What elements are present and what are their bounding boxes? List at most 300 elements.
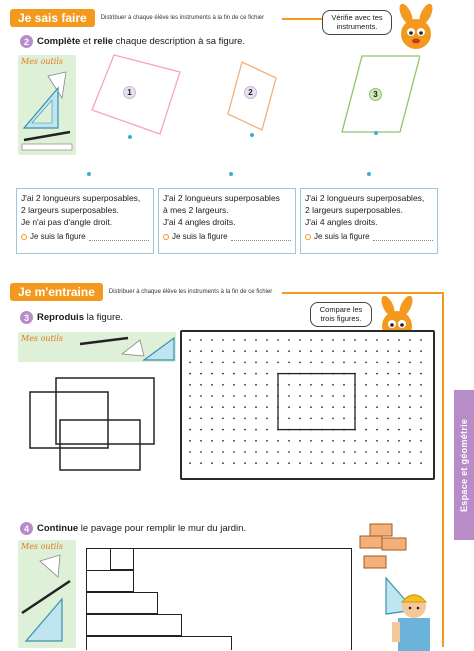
answer-prompt: Je suis la figure bbox=[30, 232, 86, 241]
grid-dot bbox=[299, 406, 301, 408]
title-rest: la figure. bbox=[83, 312, 124, 324]
description-line: J'ai 4 angles droits. bbox=[163, 217, 236, 227]
grid-dot bbox=[244, 462, 246, 464]
grid-dot bbox=[332, 395, 334, 397]
grid-dot bbox=[321, 440, 323, 442]
tools-label: Mes outils bbox=[21, 57, 63, 66]
instruments-icon bbox=[78, 334, 176, 364]
grid-dot bbox=[189, 429, 191, 431]
grid-dot bbox=[365, 440, 367, 442]
dot-grid bbox=[182, 332, 433, 478]
grid-dot bbox=[332, 384, 334, 386]
grid-dot bbox=[222, 395, 224, 397]
description-line: J'ai 2 longueurs superposables bbox=[163, 193, 280, 203]
grid-dot bbox=[398, 395, 400, 397]
grid-dot bbox=[398, 384, 400, 386]
grid-dot bbox=[222, 384, 224, 386]
grid-dot bbox=[354, 462, 356, 464]
grid-dot bbox=[277, 451, 279, 453]
grid-dot bbox=[321, 339, 323, 341]
grid-dot bbox=[343, 395, 345, 397]
grid-dot bbox=[222, 362, 224, 364]
grid-dot bbox=[387, 362, 389, 364]
grid-dot bbox=[332, 440, 334, 442]
instruments-icon bbox=[18, 553, 76, 645]
grid-dot bbox=[365, 418, 367, 420]
grid-dot bbox=[189, 350, 191, 352]
started-rectangle bbox=[278, 374, 355, 430]
model-figure-area bbox=[18, 362, 176, 480]
grid-dot bbox=[376, 429, 378, 431]
figure-3-label: 3 bbox=[369, 88, 382, 101]
grid-dot bbox=[376, 395, 378, 397]
grid-dot bbox=[365, 339, 367, 341]
answer-blank[interactable] bbox=[373, 233, 433, 241]
grid-dot bbox=[365, 362, 367, 364]
exercise-number: 3 bbox=[20, 311, 33, 324]
grid-dot bbox=[244, 406, 246, 408]
grid-dot bbox=[420, 395, 422, 397]
speech-bubble: Compare les trois figures. bbox=[310, 302, 372, 327]
grid-dot bbox=[354, 451, 356, 453]
section-divider bbox=[282, 292, 442, 294]
grid-dot bbox=[255, 350, 257, 352]
tools-label: Mes outils bbox=[21, 334, 63, 343]
section-instruction: Distribuer à chaque élève les instruments à la fin de ce fichier bbox=[108, 289, 273, 295]
description-box-3 bbox=[300, 188, 438, 254]
grid-dot bbox=[222, 462, 224, 464]
grid-dot bbox=[409, 462, 411, 464]
tools-panel bbox=[18, 540, 76, 648]
answer-line bbox=[305, 231, 433, 243]
grid-dot bbox=[189, 440, 191, 442]
grid-dot bbox=[200, 395, 202, 397]
figure-3-dot[interactable] bbox=[374, 131, 378, 135]
grid-dot bbox=[332, 406, 334, 408]
grid-dot bbox=[398, 440, 400, 442]
grid-dot bbox=[398, 350, 400, 352]
grid-dot bbox=[255, 395, 257, 397]
circle-bullet-icon bbox=[305, 234, 311, 240]
grid-dot bbox=[398, 406, 400, 408]
grid-dot bbox=[310, 451, 312, 453]
section-header-je-mentraine bbox=[10, 282, 272, 302]
grid-dot bbox=[233, 440, 235, 442]
rabbit-mascot-icon bbox=[392, 4, 440, 54]
grid-dot bbox=[409, 384, 411, 386]
grid-dot bbox=[365, 373, 367, 375]
grid-dot bbox=[255, 406, 257, 408]
figure-1-dot[interactable] bbox=[128, 135, 132, 139]
grid-dot bbox=[244, 384, 246, 386]
figure-1-label: 1 bbox=[123, 86, 136, 99]
grid-dot bbox=[310, 440, 312, 442]
description-line: J'ai 2 longueurs superposables, bbox=[21, 193, 141, 203]
grid-dot bbox=[332, 339, 334, 341]
grid-dot bbox=[266, 462, 268, 464]
grid-dot bbox=[409, 339, 411, 341]
grid-dot bbox=[299, 339, 301, 341]
grid-dot bbox=[310, 362, 312, 364]
grid-dot bbox=[409, 429, 411, 431]
grid-dot bbox=[233, 339, 235, 341]
grid-dot bbox=[189, 451, 191, 453]
grid-dot bbox=[387, 418, 389, 420]
grid-dot bbox=[211, 350, 213, 352]
exercise-number: 4 bbox=[20, 522, 33, 535]
title-rest: chaque description à sa figure. bbox=[113, 36, 246, 48]
grid-dot bbox=[277, 350, 279, 352]
grid-dot bbox=[233, 451, 235, 453]
grid-dot bbox=[409, 395, 411, 397]
section-header-je-sais-faire bbox=[10, 8, 264, 28]
circle-bullet-icon bbox=[21, 234, 27, 240]
grid-dot bbox=[332, 418, 334, 420]
grid-dot bbox=[288, 440, 290, 442]
grid-dot bbox=[332, 451, 334, 453]
grid-dot bbox=[211, 462, 213, 464]
grid-dot bbox=[266, 373, 268, 375]
grid-dot bbox=[387, 339, 389, 341]
grid-dot bbox=[387, 440, 389, 442]
grid-dot bbox=[233, 350, 235, 352]
grid-dot bbox=[288, 362, 290, 364]
grid-dot bbox=[255, 440, 257, 442]
grid-dot bbox=[409, 362, 411, 364]
grid-dot bbox=[310, 406, 312, 408]
description-1-dot[interactable] bbox=[87, 172, 91, 176]
grid-dot bbox=[266, 362, 268, 364]
grid-dot bbox=[420, 373, 422, 375]
description-box-1 bbox=[16, 188, 154, 254]
grid-dot bbox=[266, 418, 268, 420]
grid-dot bbox=[420, 339, 422, 341]
grid-dot bbox=[233, 395, 235, 397]
grid-dot bbox=[365, 406, 367, 408]
grid-dot bbox=[266, 395, 268, 397]
grid-dot bbox=[211, 418, 213, 420]
grid-dot bbox=[376, 462, 378, 464]
title-connector: et bbox=[80, 36, 94, 48]
instruments-icon bbox=[18, 68, 76, 153]
grid-dot bbox=[266, 440, 268, 442]
grid-dot bbox=[189, 462, 191, 464]
chapter-side-tab: Espace et géométrie bbox=[454, 390, 474, 540]
grid-dot bbox=[387, 429, 389, 431]
grid-dot bbox=[387, 384, 389, 386]
grid-dot bbox=[299, 384, 301, 386]
description-line: Je n'ai pas d'angle droit. bbox=[21, 217, 113, 227]
model-rectangles bbox=[18, 362, 176, 480]
grid-dot bbox=[376, 384, 378, 386]
grid-dot bbox=[343, 462, 345, 464]
grid-dot bbox=[288, 418, 290, 420]
grid-dot bbox=[376, 373, 378, 375]
grid-dot bbox=[189, 406, 191, 408]
grid-dot bbox=[420, 451, 422, 453]
grid-dot bbox=[266, 350, 268, 352]
grid-dot bbox=[255, 462, 257, 464]
grid-dot bbox=[255, 362, 257, 364]
grid-dot bbox=[310, 339, 312, 341]
title-verb: relie bbox=[93, 36, 114, 48]
title-verb: Continue bbox=[37, 523, 79, 535]
grid-dot bbox=[354, 350, 356, 352]
grid-dot bbox=[255, 429, 257, 431]
grid-dot bbox=[387, 395, 389, 397]
grid-dot bbox=[365, 384, 367, 386]
grid-dot bbox=[288, 339, 290, 341]
grid-dot bbox=[200, 384, 202, 386]
grid-dot bbox=[420, 362, 422, 364]
grid-dot bbox=[189, 418, 191, 420]
title-verb: Complète bbox=[37, 36, 81, 48]
grid-dot bbox=[310, 350, 312, 352]
grid-dot bbox=[233, 373, 235, 375]
grid-dot bbox=[321, 384, 323, 386]
grid-dot bbox=[211, 373, 213, 375]
grid-dot bbox=[321, 362, 323, 364]
grid-dot bbox=[376, 350, 378, 352]
grid-dot bbox=[244, 362, 246, 364]
title-rest: le pavage pour remplir le mur du jardin. bbox=[78, 523, 247, 535]
answer-line bbox=[163, 231, 291, 243]
grid-dot bbox=[299, 462, 301, 464]
description-line: 2 largeurs superposables. bbox=[305, 205, 403, 215]
exercise-number: 2 bbox=[20, 35, 33, 48]
grid-dot bbox=[365, 350, 367, 352]
grid-dot bbox=[211, 395, 213, 397]
grid-dot bbox=[222, 350, 224, 352]
grid-dot bbox=[222, 440, 224, 442]
grid-dot bbox=[409, 373, 411, 375]
dot-grid-canvas[interactable] bbox=[180, 330, 435, 480]
grid-dot bbox=[376, 418, 378, 420]
grid-dot bbox=[211, 451, 213, 453]
grid-dot bbox=[200, 406, 202, 408]
circle-bullet-icon bbox=[163, 234, 169, 240]
grid-dot bbox=[376, 451, 378, 453]
grid-dot bbox=[321, 418, 323, 420]
grid-dot bbox=[387, 373, 389, 375]
grid-dot bbox=[420, 418, 422, 420]
grid-dot bbox=[244, 440, 246, 442]
grid-dot bbox=[211, 384, 213, 386]
grid-dot bbox=[343, 406, 345, 408]
grid-dot bbox=[321, 462, 323, 464]
section-tag: Je sais faire bbox=[10, 9, 95, 27]
description-3-dot[interactable] bbox=[367, 172, 371, 176]
grid-dot bbox=[398, 429, 400, 431]
grid-dot bbox=[321, 350, 323, 352]
grid-dot bbox=[310, 462, 312, 464]
section-instruction: Distribuer à chaque élève les instruments à la fin de ce fichier bbox=[100, 15, 265, 21]
figure-1-shape bbox=[92, 55, 180, 134]
grid-dot bbox=[387, 350, 389, 352]
grid-dot bbox=[189, 384, 191, 386]
grid-dot bbox=[222, 373, 224, 375]
grid-dot bbox=[211, 362, 213, 364]
grid-dot bbox=[211, 339, 213, 341]
grid-dot bbox=[244, 451, 246, 453]
grid-dot bbox=[343, 418, 345, 420]
grid-dot bbox=[387, 451, 389, 453]
grid-dot bbox=[233, 384, 235, 386]
grid-dot bbox=[398, 339, 400, 341]
answer-prompt: Je suis la figure bbox=[314, 232, 370, 241]
grid-dot bbox=[288, 384, 290, 386]
grid-dot bbox=[200, 339, 202, 341]
wall-outline bbox=[86, 548, 352, 650]
grid-dot bbox=[420, 350, 422, 352]
grid-dot bbox=[343, 384, 345, 386]
grid-dot bbox=[299, 350, 301, 352]
grid-dot bbox=[244, 373, 246, 375]
grid-dot bbox=[277, 339, 279, 341]
child-builder-icon bbox=[352, 522, 434, 651]
grid-dot bbox=[398, 418, 400, 420]
grid-dot bbox=[233, 362, 235, 364]
grid-dot bbox=[332, 462, 334, 464]
grid-dot bbox=[343, 362, 345, 364]
exercise-4-title bbox=[20, 522, 246, 535]
grid-dot bbox=[420, 462, 422, 464]
tools-panel bbox=[18, 55, 76, 155]
description-line: à mes 2 largeurs. bbox=[163, 205, 229, 215]
exercise-2-title bbox=[20, 35, 245, 48]
description-line: J'ai 2 longueurs superposables, bbox=[305, 193, 425, 203]
grid-dot bbox=[332, 350, 334, 352]
grid-dot bbox=[365, 451, 367, 453]
grid-dot bbox=[255, 384, 257, 386]
tools-panel bbox=[18, 332, 176, 480]
title-verb: Reproduis bbox=[37, 312, 84, 324]
grid-dot bbox=[332, 362, 334, 364]
answer-blank[interactable] bbox=[89, 233, 149, 241]
grid-dot bbox=[288, 406, 290, 408]
grid-dot bbox=[211, 429, 213, 431]
grid-dot bbox=[211, 406, 213, 408]
grid-dot bbox=[233, 418, 235, 420]
grid-dot bbox=[398, 362, 400, 364]
grid-dot bbox=[420, 406, 422, 408]
garden-wall[interactable] bbox=[84, 546, 354, 650]
grid-dot bbox=[233, 406, 235, 408]
speech-bubble: Vérifie avec tes instruments. bbox=[322, 10, 392, 35]
grid-dot bbox=[299, 440, 301, 442]
answer-line bbox=[21, 231, 149, 243]
grid-dot bbox=[277, 362, 279, 364]
description-2-dot[interactable] bbox=[229, 172, 233, 176]
grid-dot bbox=[310, 395, 312, 397]
grid-dot bbox=[266, 384, 268, 386]
grid-dot bbox=[376, 362, 378, 364]
grid-dot bbox=[255, 451, 257, 453]
grid-dot bbox=[233, 429, 235, 431]
grid-dot bbox=[299, 395, 301, 397]
grid-dot bbox=[200, 429, 202, 431]
description-line: J'ai 4 angles droits. bbox=[305, 217, 378, 227]
grid-dot bbox=[376, 406, 378, 408]
grid-dot bbox=[244, 395, 246, 397]
grid-dot bbox=[222, 429, 224, 431]
grid-dot bbox=[266, 451, 268, 453]
grid-dot bbox=[233, 462, 235, 464]
grid-dot bbox=[343, 451, 345, 453]
grid-dot bbox=[299, 418, 301, 420]
grid-dot bbox=[409, 350, 411, 352]
section-tag: Je m'entraine bbox=[10, 283, 103, 301]
answer-prompt: Je suis la figure bbox=[172, 232, 228, 241]
grid-dot bbox=[310, 418, 312, 420]
grid-dot bbox=[189, 339, 191, 341]
grid-dot bbox=[277, 440, 279, 442]
grid-dot bbox=[376, 440, 378, 442]
grid-dot bbox=[398, 373, 400, 375]
grid-dot bbox=[244, 350, 246, 352]
exercise-3-title bbox=[20, 311, 123, 324]
grid-dot bbox=[409, 451, 411, 453]
grid-dot bbox=[222, 406, 224, 408]
grid-dot bbox=[398, 451, 400, 453]
grid-dot bbox=[200, 418, 202, 420]
grid-dot bbox=[222, 451, 224, 453]
grid-dot bbox=[343, 440, 345, 442]
grid-dot bbox=[376, 339, 378, 341]
grid-dot bbox=[321, 451, 323, 453]
grid-dot bbox=[354, 362, 356, 364]
figure-2-dot[interactable] bbox=[250, 133, 254, 137]
figure-2-label: 2 bbox=[244, 86, 257, 99]
grid-dot bbox=[398, 462, 400, 464]
grid-dot bbox=[288, 350, 290, 352]
grid-dot bbox=[200, 440, 202, 442]
grid-dot bbox=[200, 350, 202, 352]
answer-blank[interactable] bbox=[231, 233, 291, 241]
grid-dot bbox=[189, 395, 191, 397]
grid-dot bbox=[244, 339, 246, 341]
tools-label: Mes outils bbox=[21, 542, 63, 551]
grid-dot bbox=[200, 451, 202, 453]
grid-dot bbox=[321, 395, 323, 397]
description-box-2 bbox=[158, 188, 296, 254]
grid-dot bbox=[266, 406, 268, 408]
grid-dot bbox=[420, 384, 422, 386]
grid-dot bbox=[387, 462, 389, 464]
grid-dot bbox=[200, 462, 202, 464]
grid-dot bbox=[266, 429, 268, 431]
grid-dot bbox=[365, 395, 367, 397]
grid-dot bbox=[189, 362, 191, 364]
grid-dot bbox=[321, 406, 323, 408]
grid-dot bbox=[354, 339, 356, 341]
grid-dot bbox=[299, 362, 301, 364]
grid-dot bbox=[288, 451, 290, 453]
section-frame-line bbox=[442, 292, 444, 647]
grid-dot bbox=[409, 406, 411, 408]
grid-dot bbox=[189, 373, 191, 375]
grid-dot bbox=[365, 462, 367, 464]
grid-dot bbox=[310, 384, 312, 386]
grid-dot bbox=[255, 418, 257, 420]
grid-dot bbox=[299, 451, 301, 453]
description-line: 2 largeurs superposables. bbox=[21, 205, 119, 215]
grid-dot bbox=[244, 418, 246, 420]
grid-dot bbox=[343, 339, 345, 341]
grid-dot bbox=[387, 406, 389, 408]
grid-dot bbox=[409, 440, 411, 442]
grid-dot bbox=[409, 418, 411, 420]
